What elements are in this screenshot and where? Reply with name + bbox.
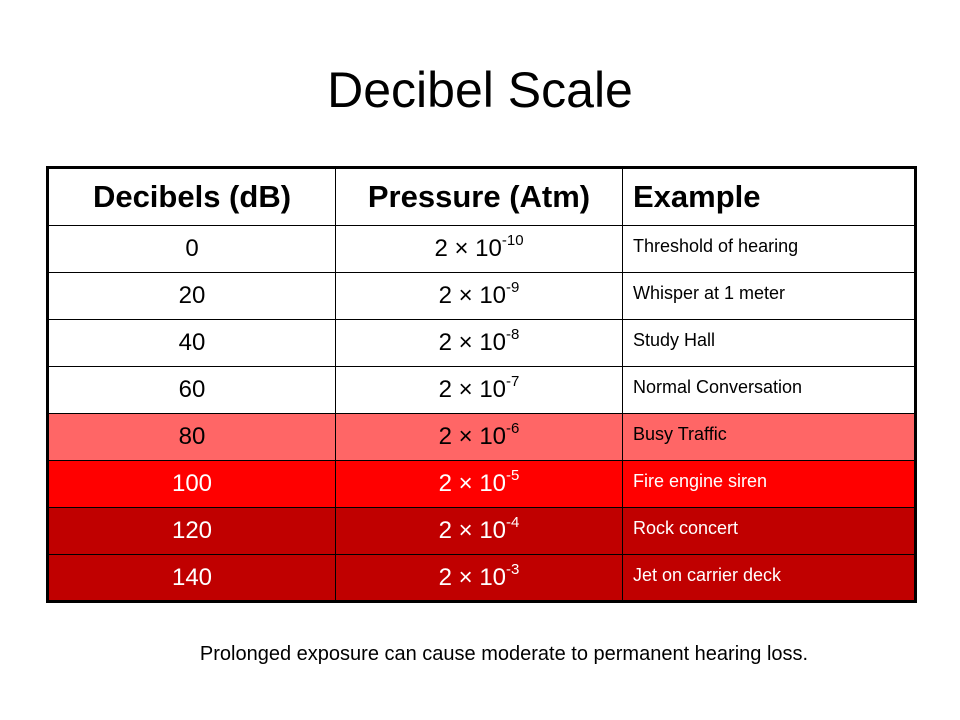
pressure-cell xyxy=(336,320,623,367)
pressure-exponent: -10 xyxy=(501,232,524,249)
pressure-exponent: -5 xyxy=(506,467,520,484)
example-cell: Normal Conversation xyxy=(623,367,916,414)
footnote: Prolonged exposure can cause moderate to permanent hearing loss. xyxy=(199,643,809,665)
decibel-table xyxy=(46,166,917,603)
pressure-cell xyxy=(336,226,623,273)
pressure-base: 2 × 10 xyxy=(438,329,507,356)
example-cell: Study Hall xyxy=(623,320,916,367)
example-cell: Threshold of hearing xyxy=(623,226,916,273)
table-row xyxy=(48,508,916,555)
pressure-cell xyxy=(336,461,623,508)
pressure-base: 2 × 10 xyxy=(438,282,507,309)
pressure-cell xyxy=(336,367,623,414)
pressure-base: 2 × 10 xyxy=(438,563,507,591)
pressure-exponent: -7 xyxy=(506,373,520,390)
table-row xyxy=(48,320,916,367)
header-example: Example xyxy=(623,168,916,226)
table-row xyxy=(48,273,916,320)
example-cell: Busy Traffic xyxy=(623,414,916,461)
header-decibels: Decibels (dB) xyxy=(48,168,336,226)
decibel-cell: 100 xyxy=(48,461,336,508)
example-cell: Rock concert xyxy=(623,508,916,555)
decibel-cell: 0 xyxy=(48,226,336,273)
pressure-cell xyxy=(336,555,623,602)
pressure-exponent: -6 xyxy=(506,420,520,437)
decibel-cell: 140 xyxy=(48,555,336,602)
pressure-base: 2 × 10 xyxy=(438,517,507,544)
pressure-base: 2 × 10 xyxy=(438,423,507,450)
pressure-base: 2 × 10 xyxy=(438,376,507,403)
pressure-exponent: -3 xyxy=(506,560,520,578)
table-row xyxy=(48,367,916,414)
pressure-base: 2 × 10 xyxy=(434,235,502,262)
pressure-exponent: -4 xyxy=(506,514,520,531)
example-cell: Fire engine siren xyxy=(623,461,916,508)
example-cell: Whisper at 1 meter xyxy=(623,273,916,320)
table-header-row xyxy=(48,168,916,226)
header-pressure: Pressure (Atm) xyxy=(336,168,623,226)
table-row xyxy=(48,414,916,461)
decibel-cell: 80 xyxy=(48,414,336,461)
decibel-cell: 120 xyxy=(48,508,336,555)
decibel-cell: 60 xyxy=(48,367,336,414)
pressure-cell xyxy=(336,273,623,320)
table-row xyxy=(48,226,916,273)
pressure-cell xyxy=(336,414,623,461)
example-cell: Jet on carrier deck xyxy=(623,555,916,602)
table-row xyxy=(48,461,916,508)
pressure-exponent: -9 xyxy=(506,279,520,296)
decibel-cell: 40 xyxy=(48,320,336,367)
pressure-base: 2 × 10 xyxy=(438,470,507,497)
decibel-cell: 20 xyxy=(48,273,336,320)
slide-title: Decibel Scale xyxy=(327,62,633,118)
pressure-cell xyxy=(336,508,623,555)
table-row xyxy=(48,555,916,602)
pressure-exponent: -8 xyxy=(506,326,520,343)
